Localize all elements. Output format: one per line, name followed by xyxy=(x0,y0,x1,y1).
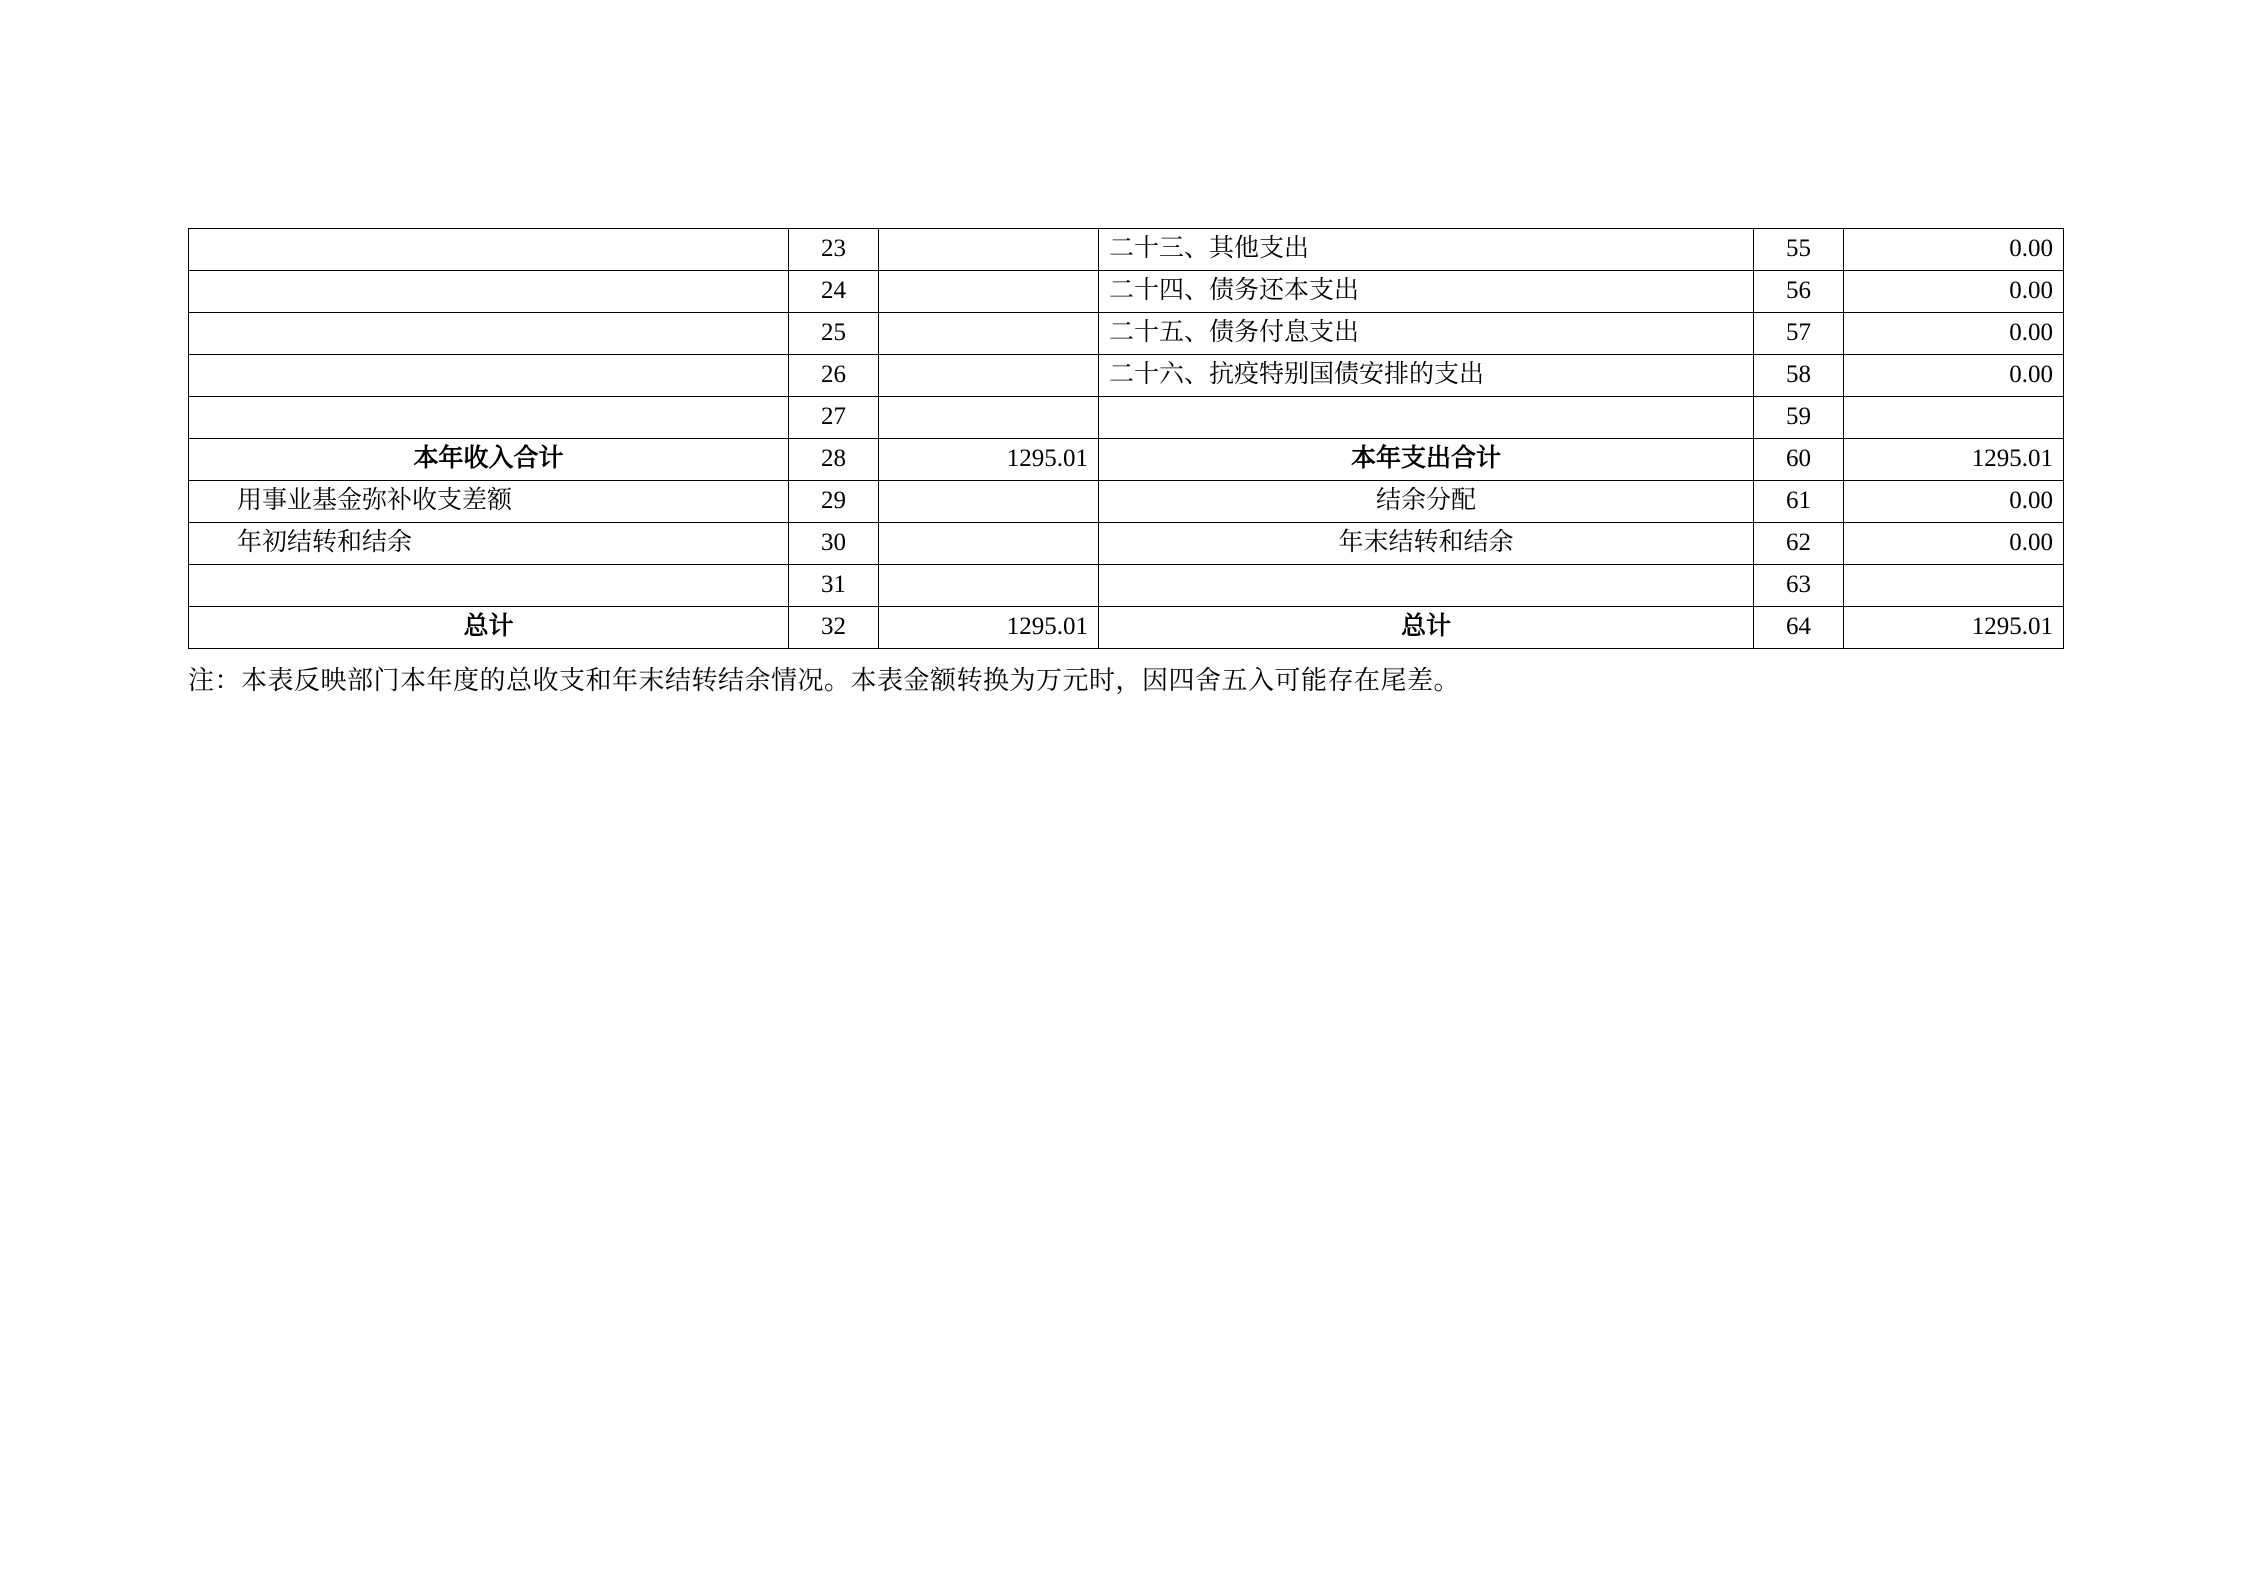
table-row xyxy=(189,355,2064,397)
income-amount xyxy=(879,523,1099,565)
expense-row-number: 56 xyxy=(1754,271,1844,313)
income-amount xyxy=(879,313,1099,355)
expense-item-name: 二十六、抗疫特别国债安排的支出 xyxy=(1099,355,1754,397)
expense-row-number: 62 xyxy=(1754,523,1844,565)
income-row-number: 27 xyxy=(789,397,879,439)
income-item-name: 用事业基金弥补收支差额 xyxy=(189,481,789,523)
budget-table-body xyxy=(189,229,2064,649)
expense-row-number: 63 xyxy=(1754,565,1844,607)
expense-amount: 0.00 xyxy=(1844,481,2064,523)
expense-item-name: 二十三、其他支出 xyxy=(1099,229,1754,271)
expense-row-number: 58 xyxy=(1754,355,1844,397)
expense-amount: 1295.01 xyxy=(1844,439,2064,481)
expense-item-name: 二十五、债务付息支出 xyxy=(1099,313,1754,355)
income-row-number: 29 xyxy=(789,481,879,523)
expense-amount: 0.00 xyxy=(1844,523,2064,565)
table-row xyxy=(189,271,2064,313)
table-row xyxy=(189,397,2064,439)
table-footnote: 注：本表反映部门本年度的总收支和年末结转结余情况。本表金额转换为万元时，因四舍五入可能存在尾差。 xyxy=(188,666,1461,695)
expense-item-name: 结余分配 xyxy=(1099,481,1754,523)
income-amount xyxy=(879,355,1099,397)
expense-row-number: 57 xyxy=(1754,313,1844,355)
table-row xyxy=(189,439,2064,481)
income-item-name xyxy=(189,313,789,355)
income-amount: 1295.01 xyxy=(879,607,1099,649)
income-row-number: 31 xyxy=(789,565,879,607)
budget-table xyxy=(188,228,2064,649)
expense-amount xyxy=(1844,565,2064,607)
expense-item-name: 本年支出合计 xyxy=(1099,439,1754,481)
income-amount xyxy=(879,229,1099,271)
expense-row-number: 59 xyxy=(1754,397,1844,439)
table-row xyxy=(189,523,2064,565)
income-amount: 1295.01 xyxy=(879,439,1099,481)
income-row-number: 32 xyxy=(789,607,879,649)
expense-row-number: 64 xyxy=(1754,607,1844,649)
expense-row-number: 61 xyxy=(1754,481,1844,523)
expense-item-name: 年末结转和结余 xyxy=(1099,523,1754,565)
income-amount xyxy=(879,565,1099,607)
expense-amount: 0.00 xyxy=(1844,313,2064,355)
income-amount xyxy=(879,481,1099,523)
table-row xyxy=(189,481,2064,523)
expense-item-name: 总计 xyxy=(1099,607,1754,649)
income-row-number: 24 xyxy=(789,271,879,313)
expense-amount: 0.00 xyxy=(1844,271,2064,313)
table-row xyxy=(189,313,2064,355)
income-amount xyxy=(879,397,1099,439)
income-row-number: 30 xyxy=(789,523,879,565)
income-item-name xyxy=(189,355,789,397)
income-item-name: 年初结转和结余 xyxy=(189,523,789,565)
income-item-name xyxy=(189,565,789,607)
income-row-number: 25 xyxy=(789,313,879,355)
table-row xyxy=(189,607,2064,649)
expense-amount: 0.00 xyxy=(1844,355,2064,397)
income-row-number: 28 xyxy=(789,439,879,481)
expense-row-number: 55 xyxy=(1754,229,1844,271)
table-row xyxy=(189,229,2064,271)
expense-row-number: 60 xyxy=(1754,439,1844,481)
income-amount xyxy=(879,271,1099,313)
income-row-number: 26 xyxy=(789,355,879,397)
table-row xyxy=(189,565,2064,607)
expense-item-name xyxy=(1099,565,1754,607)
expense-item-name: 二十四、债务还本支出 xyxy=(1099,271,1754,313)
income-item-name xyxy=(189,271,789,313)
income-item-name: 本年收入合计 xyxy=(189,439,789,481)
income-row-number: 23 xyxy=(789,229,879,271)
income-item-name xyxy=(189,397,789,439)
expense-amount xyxy=(1844,397,2064,439)
expense-amount: 0.00 xyxy=(1844,229,2064,271)
expense-amount: 1295.01 xyxy=(1844,607,2064,649)
budget-table-container xyxy=(188,228,2063,649)
income-item-name: 总计 xyxy=(189,607,789,649)
expense-item-name xyxy=(1099,397,1754,439)
income-item-name xyxy=(189,229,789,271)
